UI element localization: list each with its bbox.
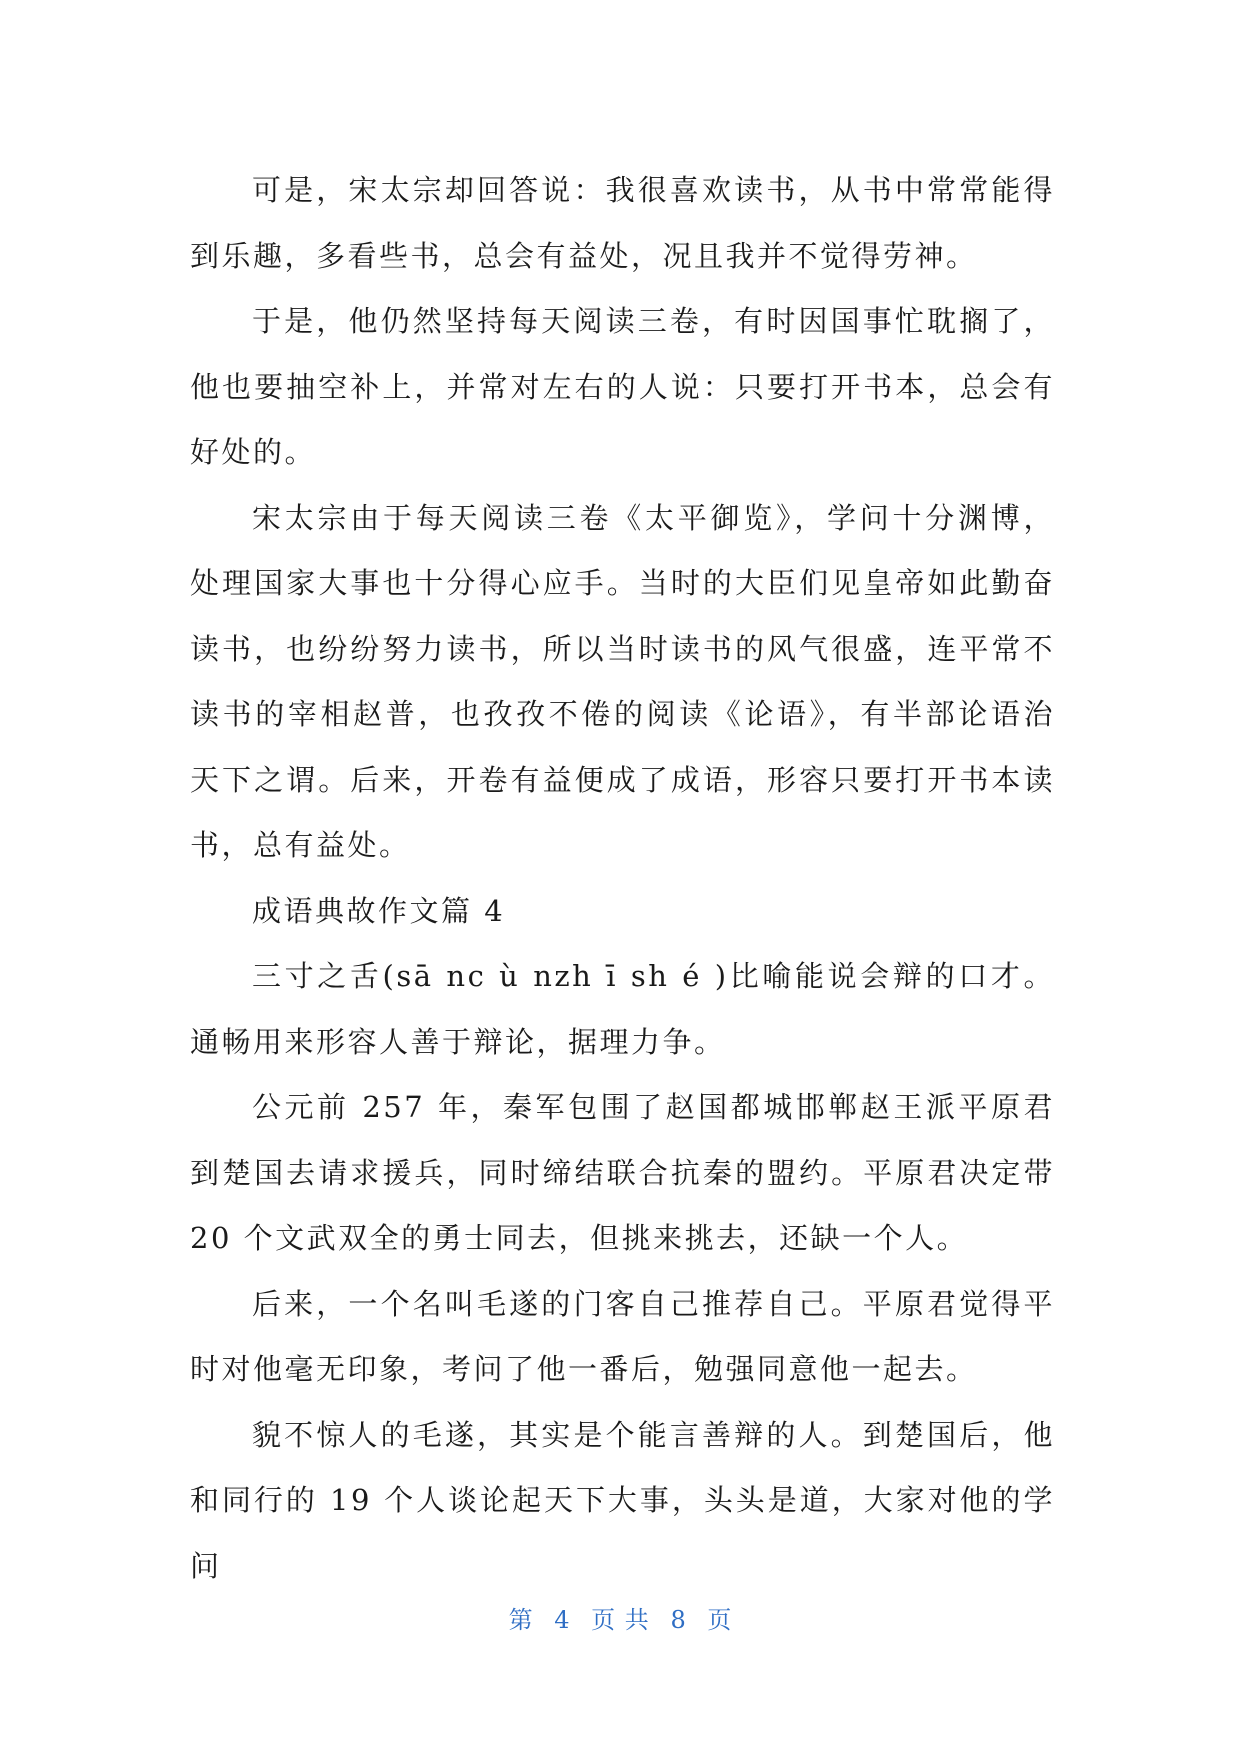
total-pages-number: 8 [670,1606,687,1634]
paragraph: 后来，一个名叫毛遂的门客自己推荐自己。平原君觉得平时对他毫无印象，考问了他一番后，勉强同意他一起去。 [190,1286,1055,1386]
current-page-number: 4 [554,1606,571,1634]
footer-middle: 页 共 [591,1606,650,1634]
paragraph: 貌不惊人的毛遂，其实是个能言善辩的人。到楚国后，他和同行的 19 个人谈论起天下大事，头头是道，大家对他的学问 [190,1417,1055,1583]
paragraph: 可是，宋太宗却回答说：我很喜欢读书，从书中常常能得到乐趣，多看些书，总会有益处，况且我并不觉得劳神。 [190,173,1055,273]
footer-suffix: 页 [707,1606,733,1634]
footer-prefix: 第 [508,1606,534,1634]
paragraph: 三寸之舌(sā nc ù nzh ī sh é )比喻能说会辩的口才。通畅用来形容人善于辩论，据理力争。 [190,959,1055,1059]
paragraph: 宋太宗由于每天阅读三卷《太平御览》，学问十分渊博，处理国家大事也十分得心应手。当时的大臣们见皇帝如此勤奋读书，也纷纷努力读书，所以当时读书的风气很盛，连平常不读书的宰相赵普，也孜孜不倦的阅读《论语》，有半部论语治天下之谓。后来，开卷有益便成了成语，形容只要打开书本读书，总有益处。 [190,500,1055,862]
section-heading: 成语典故作文篇 4 [252,893,506,928]
document-body [190,158,1055,1599]
paragraph: 于是，他仍然坚持每天阅读三卷，有时因国事忙耽搁了，他也要抽空补上，并常对左右的人说：只要打开书本，总会有好处的。 [190,304,1055,469]
page-footer [0,1600,1241,1635]
paragraph: 公元前 257 年，秦军包围了赵国都城邯郸赵王派平原君到楚国去请求援兵，同时缔结联合抗秦的盟约。平原君决定带 20 个文武双全的勇士同去，但挑来挑去，还缺一个人。 [190,1090,1055,1255]
